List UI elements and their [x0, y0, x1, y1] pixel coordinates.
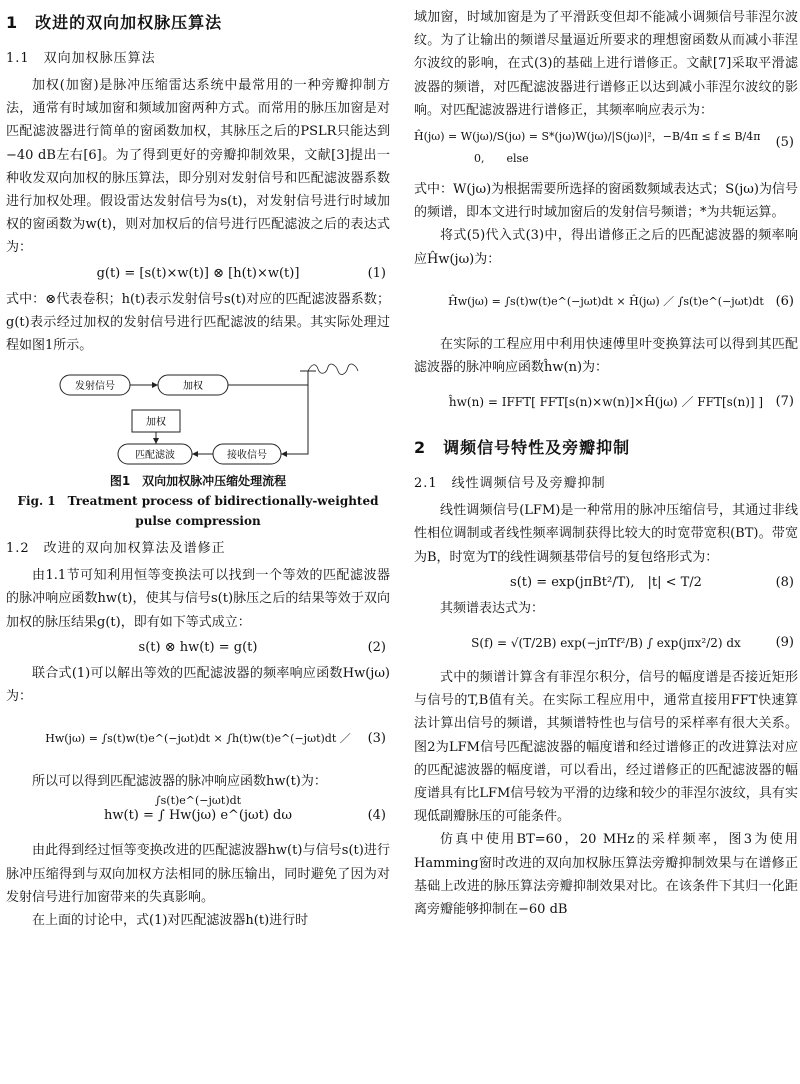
equation-body-else: 0, else — [474, 152, 529, 166]
paragraph: 式中的频谱计算含有菲涅尔积分，信号的幅度谱是否接近矩形与信号的T,B值有关。在实际工程应用中，通常直接用FFT快速算法计算出信号的频谱，其频谱特性也与信号的采样率有很大关系。图2为LFM信号匹配滤波器的幅度谱和经过谱修正的改进算法对应的匹配滤波器的幅度谱，可以看出，经过谱修正的匹配滤波器的幅度谱具有比LFM信号较为平滑的边缘和较少的菲涅尔波纹，具有实现低副瓣脉压的可能条件。 — [414, 670, 798, 825]
equation-number: (6) — [775, 293, 794, 309]
equation-number: (9) — [775, 635, 794, 651]
equation-body: s(t) = exp(jπBt²/T), |t| < T/2 — [510, 574, 702, 590]
equation-body: Ĥw(jω) = ∫s(t)w(t)e^(−jωt)dt × Ĥ(jω) ／ ∫s(t)e^(−jωt)dt — [448, 294, 764, 308]
section-2-title: 2 调频信号特性及旁瓣抑制 — [414, 438, 631, 458]
equation-5 — [414, 122, 798, 178]
paragraph: 所以可以得到匹配滤波器的脉冲响应函数hw(t)为： — [32, 774, 327, 790]
equation-body: Ĥ(jω) = W(jω)/S(jω) = S*(jω)W(jω)/|S(jω)|²，−B/4π ≤ f ≤ B/4π — [414, 130, 761, 144]
paragraph: 式中：W(jω)为根据需要所选择的窗函数频域表达式；S(jω)为信号的频谱，即本文进行时域加窗后的发射信号频谱；*为共轭运算。 — [414, 182, 798, 221]
flow-box-matched-filter-label: 匹配滤波 — [135, 450, 175, 462]
equation-body: g(t) = [s(t)×w(t)] ⊗ [h(t)×w(t)] — [96, 265, 300, 281]
equation-number: (3) — [367, 731, 386, 747]
equation-number: (4) — [367, 808, 386, 824]
equation-body: ĥw(n) = IFFT[ FFT[s(n)×w(n)]×Ĥ(jω) ／ FFT[s(n)] ] — [448, 395, 764, 410]
figure-caption-en-2: pulse compression — [135, 514, 261, 529]
equation-number: (1) — [367, 265, 386, 281]
equation-4 — [6, 793, 390, 839]
equation-7 — [414, 379, 798, 425]
flow-box-weight-1-label: 加权 — [183, 381, 203, 393]
paragraph: 由1.1节可知利用恒等变换法可以找到一个等效的匹配滤波器的脉冲响应函数hw(t)，使其与信号s(t)脉压之后的结果等效于双向加权的脉压结果g(t)，即有如下等式成立： — [6, 568, 390, 630]
subsection-1-1-title: 1.1 双向加权脉压算法 — [6, 51, 156, 66]
figure-caption-en: Fig. 1 Treatment process of bidirectionally-weighted — [17, 494, 379, 509]
equation-6 — [414, 271, 798, 333]
paragraph: 将式(5)代入式(3)中，得出谱修正之后的匹配滤波器的频率响应Ĥw(jω)为： — [414, 228, 798, 267]
equation-number: (7) — [775, 394, 794, 410]
paragraph: 联合式(1)可以解出等效的匹配滤波器的频率响应函数Hw(jω)为： — [6, 665, 390, 705]
paragraph: 其频谱表达式为： — [440, 600, 545, 616]
equation-body: Hw(jω) = ∫s(t)w(t)e^(−jωt)dt × ∫h(t)w(t)e^(−jωt)dt ／ ∫s(t)e^(−jωt)dt — [45, 732, 351, 808]
equation-number: (8) — [775, 574, 794, 590]
subsection-2-1-title: 2.1 线性调频信号及旁瓣抑制 — [414, 476, 606, 492]
paragraph: 域加窗，时域加窗是为了平滑跃变但却不能减小调频信号菲涅尔波纹。为了让输出的频谱尽量逼近所要求的理想窗函数从而减小菲涅尔波纹的影响，在式(3)的基础上进行谱修正。文献[7]采取平滑滤波器的频谱，对匹配滤波器进行谱修正以达到减小菲涅尔波纹的影响。对匹配滤波器进行谱修正，其频率响应表示为： — [414, 10, 798, 118]
equation-9 — [414, 620, 798, 666]
figure-caption-cn: 图1 双向加权脉冲压缩处理流程 — [109, 474, 287, 489]
paragraph: 加权(加窗)是脉冲压缩雷达系统中最常用的一种旁瓣抑制方法，通常有时域加窗和频域加窗两种方式。而常用的脉压加窗是对匹配滤波器进行简单的窗函数加权，其脉压之后的PSLR只能达到−40 dB左右[6]。为了得到更好的旁瓣抑制效果，文献[3]提出一种收发双向加权的脉压算法，即分别对发射信号和匹配滤波器系数进行加权处理。假设雷达发射信号为s(t)，对发射信号进行时域加权的窗函数为w(t)，则对加权后的信号进行匹配滤波之后的表达式为： — [6, 78, 390, 256]
flow-box-weight-2-label: 加权 — [146, 417, 166, 429]
paragraph: 仿真中使用BT=60，20 MHz的采样频率，图3为使用Hamming窗时改进的双向加权脉压算法旁瓣抑制效果与在谱修正基础上改进的脉压算法旁瓣抑制效果对比。在该条件下其归一化距离旁瓣能够抑制在−60 dB — [414, 832, 798, 918]
paragraph: 在实际的工程应用中利用快速傅里叶变换算法可以得到其匹配滤波器的脉冲响应函数ĥw(n)为： — [414, 336, 798, 376]
subsection-1-2-title: 1.2 改进的双向加权算法及谱修正 — [6, 541, 226, 557]
flow-box-receive-label: 接收信号 — [227, 450, 267, 462]
figure-1 — [6, 363, 390, 531]
equation-number: (2) — [367, 639, 386, 655]
paragraph: 由此得到经过恒等变换改进的匹配滤波器hw(t)与信号s(t)进行脉冲压缩得到与双向加权方法相同的脉压输出，同时避免了因为对发射信号进行加窗带来的失真影响。 — [6, 843, 390, 905]
paragraph: 式中：⊗代表卷积；h(t)表示发射信号s(t)对应的匹配滤波器系数；g(t)表示经过加权的发射信号进行匹配滤波的结果。其实际处理过程如图1所示。 — [6, 291, 390, 354]
right-column — [414, 6, 798, 921]
paragraph: 线性调频信号(LFM)是一种常用的脉冲压缩信号，其通过非线性相位调制或者线性频率调制获得比较大的时宽带宽积(BT)。带宽为B，时宽为T的线性调频基带信号的复包络形式为： — [414, 503, 798, 565]
paragraph: 在上面的讨论中，式(1)对匹配滤波器h(t)进行时 — [32, 913, 309, 929]
section-1-title: 1 改进的双向加权脉压算法 — [6, 13, 223, 32]
equation-body: s(t) ⊗ hw(t) = g(t) — [138, 639, 258, 655]
equation-body: S(f) = √(T/2B) exp(−jπTf²/B) ∫ exp(jπx²/2) dx — [471, 636, 741, 651]
equation-body: hw(t) = ∫ Hw(jω) e^(jωt) dω — [104, 808, 292, 824]
equation-8 — [414, 569, 798, 597]
flow-box-transmit-label: 发射信号 — [75, 381, 115, 393]
equation-number: (5) — [775, 135, 794, 151]
flowchart-diagram — [8, 363, 388, 467]
equation-1 — [6, 260, 390, 288]
left-column — [6, 6, 390, 932]
equation-2 — [6, 634, 390, 662]
